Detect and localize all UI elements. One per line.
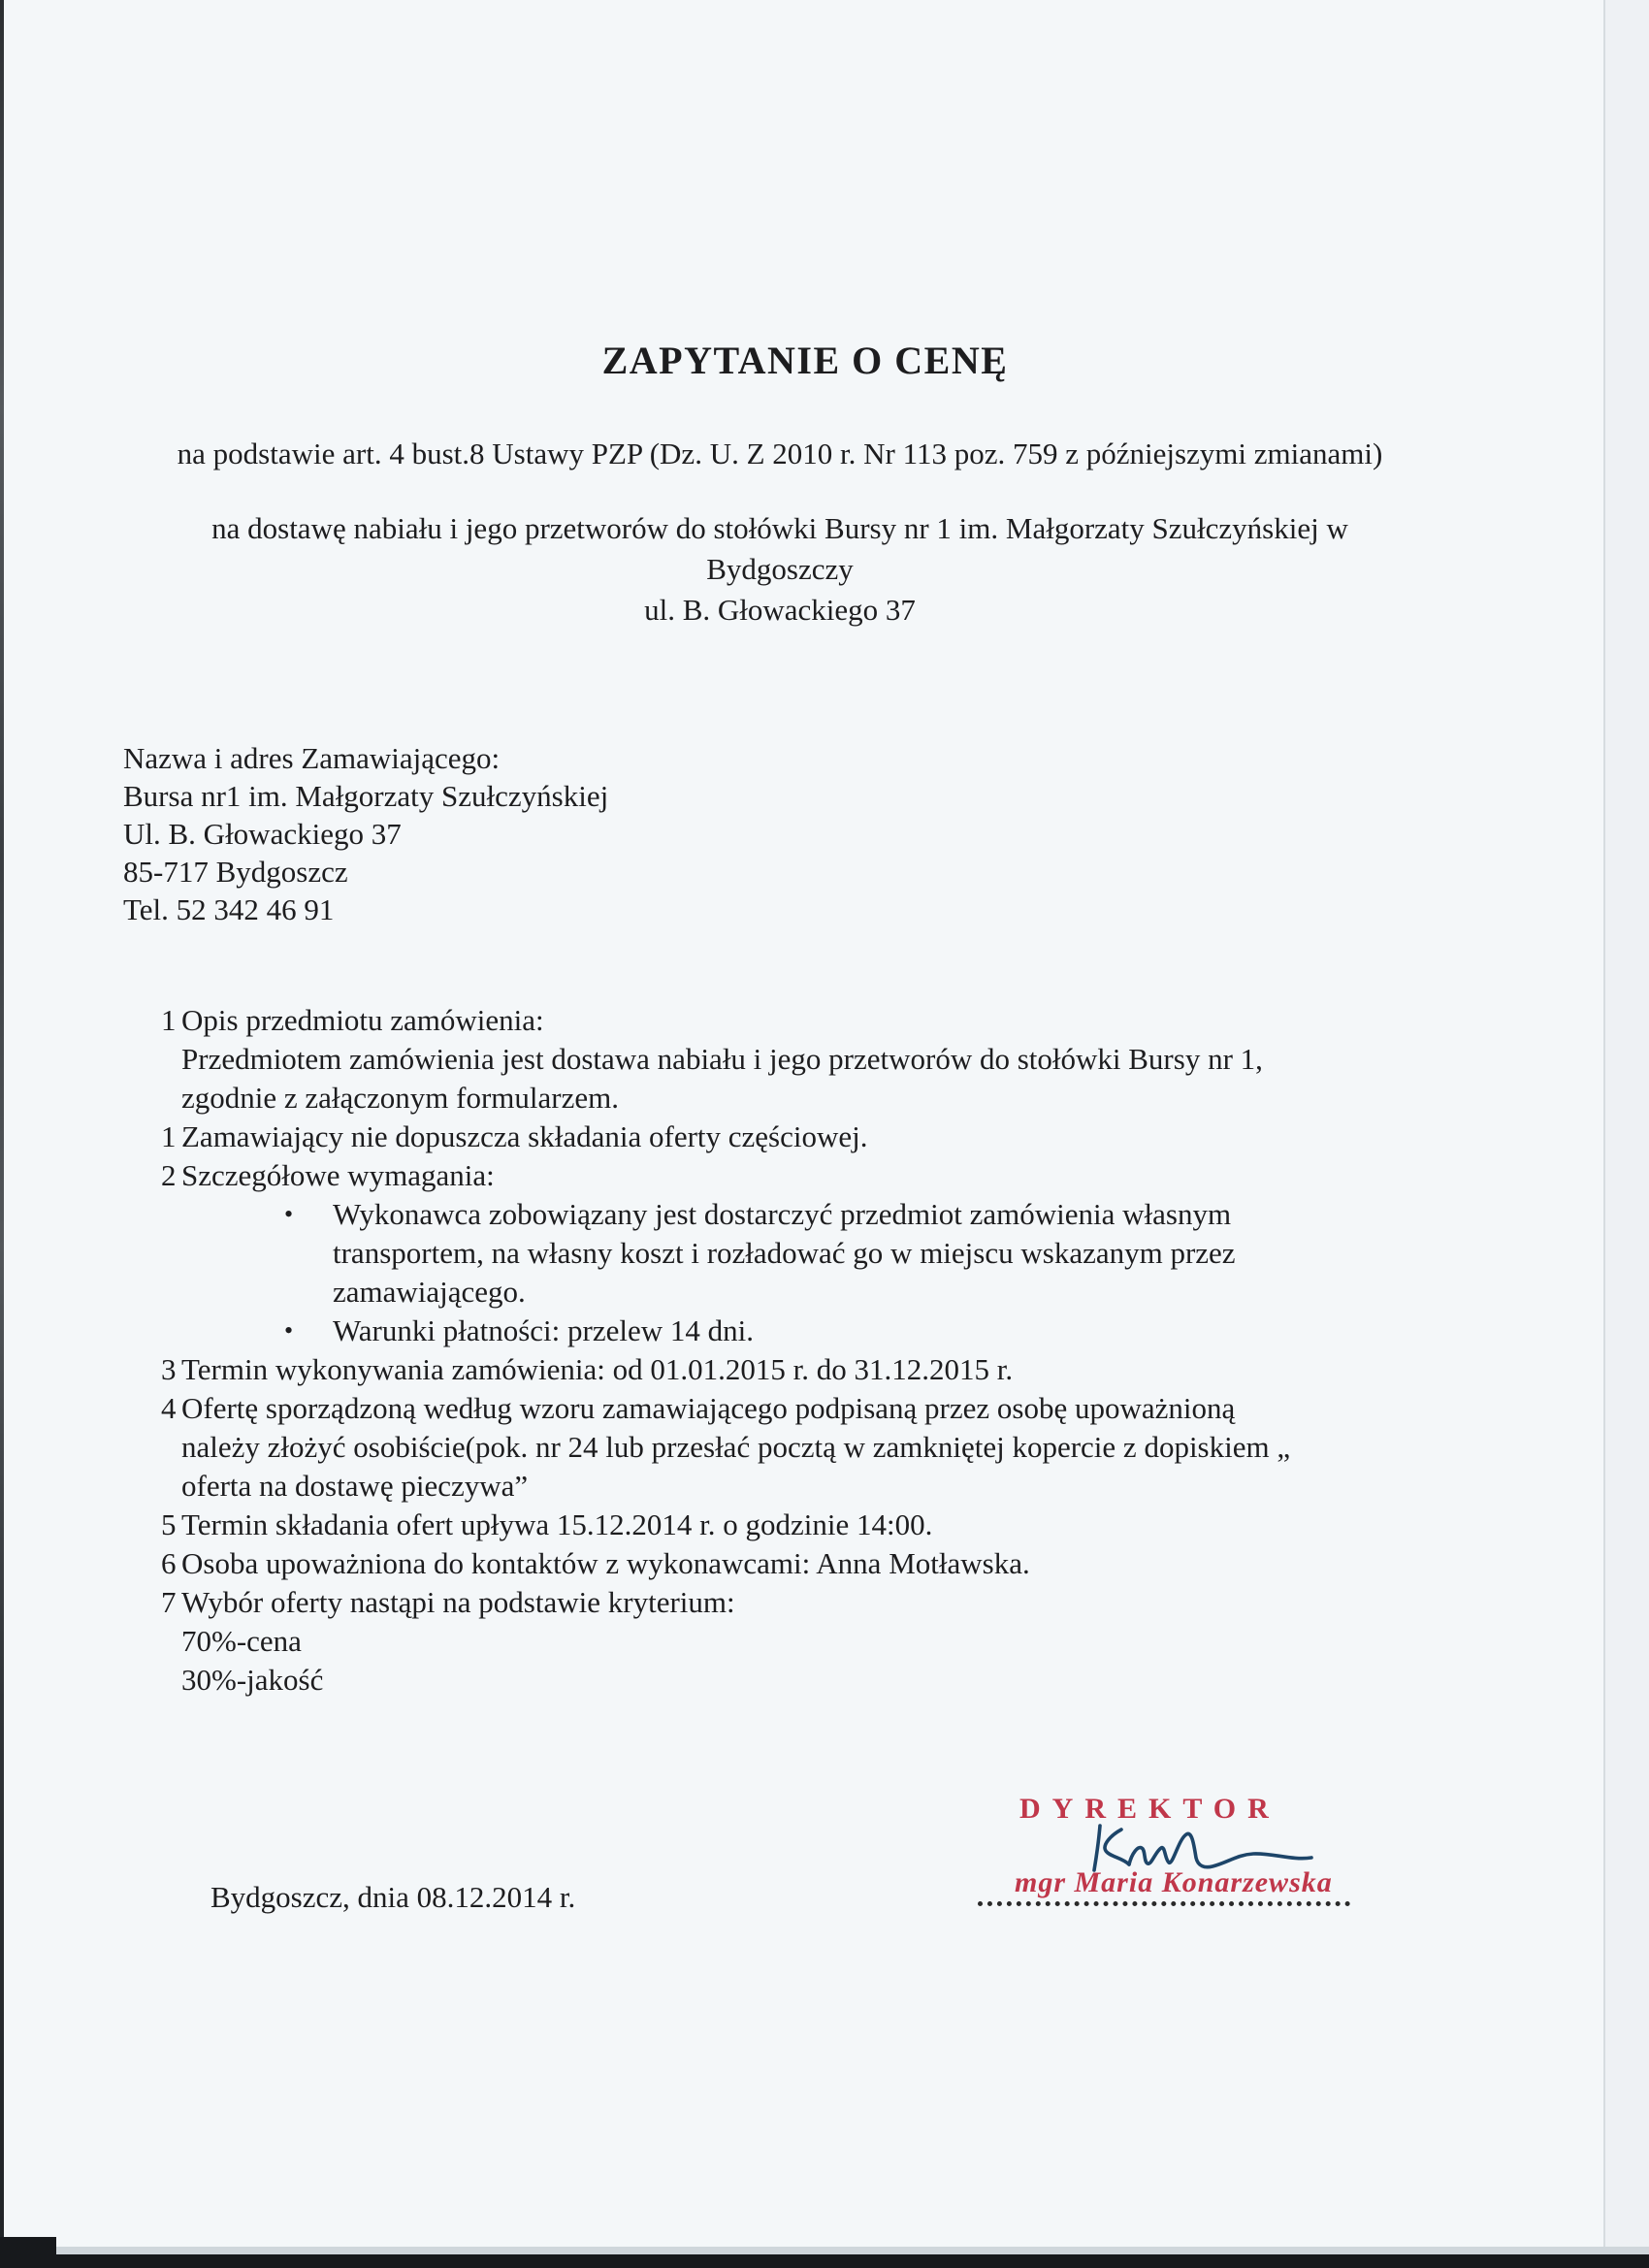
list-item-continuation: Przedmiotem zamówienia jest dostawa nabiału i jego przetworów do stołówki Bursy nr 1, bbox=[181, 1042, 1263, 1076]
criterion-line: 70%-cena bbox=[181, 1624, 302, 1658]
list-item: 5 Termin składania ofert upływa 15.12.2014 r. o godzinie 14:00. bbox=[161, 1507, 933, 1541]
document-title: ZAPYTANIE O CENĘ bbox=[601, 339, 1009, 382]
criterion-line: 30%-jakość bbox=[181, 1663, 324, 1697]
list-item: 6 Osoba upoważniona do kontaktów z wykonawcami: Anna Motławska. bbox=[161, 1546, 1030, 1580]
buyer-phone: Tel. 52 342 46 91 bbox=[123, 892, 335, 926]
buyer-label: Nazwa i adres Zamawiającego: bbox=[123, 741, 501, 775]
subject-block bbox=[112, 508, 1448, 631]
list-item-continuation: należy złożyć osobiście(pok. nr 24 lub przesłać pocztą w zamkniętej kopercie z dopiskiem „ bbox=[181, 1430, 1291, 1464]
buyer-address-block bbox=[123, 739, 608, 928]
list-item: 4 Ofertę sporządzoną według wzoru zamawiającego podpisaną przez osobę upoważnioną bbox=[161, 1391, 1236, 1425]
bullet-icon: • bbox=[284, 1316, 294, 1345]
list-item: 7 Wybór oferty nastąpi na podstawie kryterium: bbox=[161, 1585, 735, 1619]
scan-bottom-shadow bbox=[0, 2254, 1649, 2268]
scan-right-margin bbox=[1605, 0, 1649, 2251]
buyer-street: Ul. B. Głowackiego 37 bbox=[123, 817, 402, 851]
list-item-continuation: oferta na dostawę pieczywa” bbox=[181, 1469, 529, 1503]
director-stamp-title: DYREKTOR bbox=[1019, 1793, 1280, 1825]
bullet-item-continuation: zamawiającego. bbox=[333, 1275, 526, 1309]
list-item: 3 Termin wykonywania zamówienia: od 01.01.2015 r. do 31.12.2015 r. bbox=[161, 1352, 1014, 1386]
subject-line: na dostawę nabiału i jego przetworów do stołówki Bursy nr 1 im. Małgorzaty Szułczyńskiej w bbox=[211, 511, 1348, 545]
list-item: 2 Szczegółowe wymagania: bbox=[161, 1158, 495, 1192]
legal-basis-line: na podstawie art. 4 bust.8 Ustawy PZP (Dz. U. Z 2010 r. Nr 113 poz. 759 z późniejszymi zmianami) bbox=[177, 437, 1383, 470]
director-stamp-name: mgr Maria Konarzewska bbox=[1015, 1866, 1333, 1898]
bullet-item-continuation: transportem, na własny koszt i rozładować go w miejscu wskazanym przez bbox=[333, 1236, 1236, 1270]
signature-dotted-line bbox=[978, 1892, 1350, 1906]
subject-line: ul. B. Głowackiego 37 bbox=[644, 593, 916, 627]
buyer-postal-city: 85-717 Bydgoszcz bbox=[123, 855, 348, 889]
scan-bottom-page-edge bbox=[0, 2247, 1649, 2254]
terms-list bbox=[161, 1001, 1451, 1700]
subject-line: Bydgoszczy bbox=[706, 552, 854, 586]
scan-bottom-left-corner-shadow bbox=[0, 2237, 56, 2268]
bullet-icon: • bbox=[284, 1200, 294, 1228]
buyer-name: Bursa nr1 im. Małgorzaty Szułczyńskiej bbox=[123, 779, 609, 813]
list-item-continuation: zgodnie z załączonym formularzem. bbox=[181, 1081, 619, 1115]
place-and-date: Bydgoszcz, dnia 08.12.2014 r. bbox=[210, 1880, 576, 1914]
bullet-item: • Warunki płatności: przelew 14 dni. bbox=[161, 1312, 1451, 1350]
list-item: 1 Opis przedmiotu zamówienia: bbox=[161, 1003, 544, 1037]
bullet-item: • Wykonawca zobowiązany jest dostarczyć przedmiot zamówienia własnym bbox=[161, 1195, 1451, 1234]
list-item: 1 Zamawiający nie dopuszcza składania oferty częściowej. bbox=[161, 1119, 868, 1153]
